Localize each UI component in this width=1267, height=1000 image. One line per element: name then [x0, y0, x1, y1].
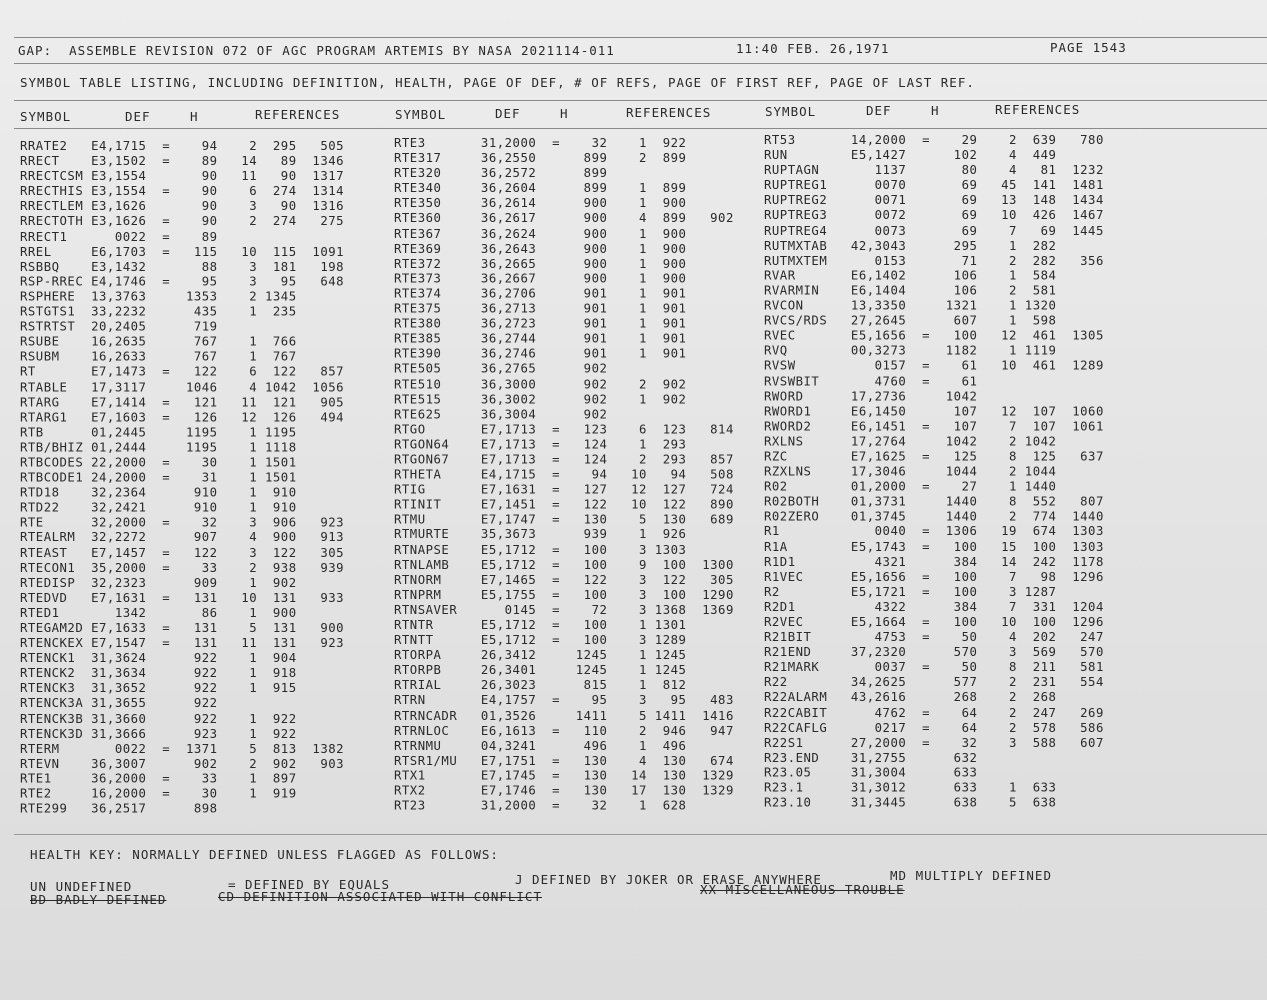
symbol-row: RXLNS 17,2764 1042 2 1042 [764, 434, 1057, 449]
key-undefined: UN UNDEFINED [30, 879, 133, 894]
symbol-row: RTEDISP 32,2323 909 1 902 [20, 575, 297, 590]
symbol-row: RTE374 36,2706 901 1 901 [394, 286, 687, 301]
symbol-row: R2D1 4322 384 7 331 1204 [764, 599, 1104, 614]
symbol-row: RREL E6,1703 = 115 10 115 1091 [20, 244, 345, 259]
symbol-row: RRECTHIS E3,1554 = 90 6 274 1314 [20, 184, 345, 199]
symbol-row: R02 01,2000 = 27 1 1440 [764, 479, 1057, 494]
symbol-row: RTRNLOC E6,1613 = 110 2 946 947 [394, 723, 734, 738]
col-refs-1: REFERENCES [255, 107, 341, 122]
symbol-row: RTGON67 E7,1713 = 124 2 293 857 [394, 452, 734, 467]
col-refs-3: REFERENCES [995, 102, 1081, 117]
symbol-row: RWORD 17,2736 1042 [764, 389, 978, 404]
top-rule [14, 37, 1267, 38]
symbol-row: RTSR1/MU E7,1751 = 130 4 130 674 [394, 753, 734, 768]
symbol-row: RTNSAVER 0145 = 72 3 1368 1369 [394, 602, 734, 617]
symbol-row: RTB 01,2445 1195 1 1195 [20, 425, 297, 440]
symbol-row: R1 0040 = 1306 19 674 1303 [764, 524, 1104, 539]
symbol-row: RRECT E3,1502 = 89 14 89 1346 [20, 154, 345, 169]
symbol-row: RTE2 16,2000 = 30 1 919 [20, 786, 297, 801]
symbol-row: RTE390 36,2746 901 1 901 [394, 346, 687, 361]
symbol-row: R21BIT 4753 = 50 4 202 247 [764, 630, 1104, 645]
symbol-row: R1D1 4321 384 14 242 1178 [764, 554, 1104, 569]
symbol-row: RUPTAGN 1137 80 4 81 1232 [764, 163, 1104, 178]
subtitle-rule [14, 100, 1267, 101]
symbol-row: R2 E5,1721 = 100 3 1287 [764, 584, 1057, 599]
symbol-row: R22ALARM 43,2616 268 2 268 [764, 690, 1057, 705]
symbol-row: RTE340 36,2604 899 1 899 [394, 181, 687, 196]
col-def-1: DEF [125, 109, 151, 124]
symbol-row: R22CABIT 4762 = 64 2 247 269 [764, 705, 1104, 720]
symbol-row: RTENCK2 31,3634 922 1 918 [20, 666, 297, 681]
symbol-row: RRECT1 0022 = 89 [20, 229, 218, 244]
symbol-row: RUPTREG4 0073 69 7 69 1445 [764, 223, 1104, 238]
symbol-row: RT E7,1473 = 122 6 122 857 [20, 364, 345, 379]
symbol-row: RT53 14,2000 = 29 2 639 780 [764, 133, 1104, 147]
col-health-1: H [190, 109, 199, 124]
symbol-row: RTEVN 36,3007 902 2 902 903 [20, 756, 345, 771]
symbol-row: RTE385 36,2744 901 1 901 [394, 331, 687, 346]
symbol-row: RTARG1 E7,1603 = 126 12 126 494 [20, 410, 345, 425]
col-refs-2: REFERENCES [626, 105, 712, 120]
symbol-row: RTE505 36,2765 902 [394, 361, 608, 376]
symbol-row: RTB/BHIZ 01,2444 1195 1 1118 [20, 440, 297, 455]
symbol-row: R22 34,2625 577 2 231 554 [764, 675, 1104, 690]
symbol-row: RTENCKEX E7,1547 = 131 11 131 923 [20, 636, 345, 651]
symbol-row: R22CAFLG 0217 = 64 2 578 586 [764, 720, 1104, 735]
symbol-row: RTE317 36,2550 899 2 899 [394, 151, 687, 166]
symbol-row: RTMU E7,1747 = 130 5 130 689 [394, 512, 734, 527]
symbol-row: RUTMXTEM 0153 71 2 282 356 [764, 253, 1104, 268]
symbol-row: RTE320 36,2572 899 [394, 166, 608, 181]
symbol-row: RTBCODE1 24,2000 = 31 1 1501 [20, 470, 297, 485]
symbol-row: RSTGTS1 33,2232 435 1 235 [20, 304, 297, 319]
symbol-row: RVARMIN E6,1404 106 2 581 [764, 283, 1057, 298]
symbol-row: R23.05 31,3004 633 [764, 765, 978, 780]
symbol-row: RTBCODES 22,2000 = 30 1 1501 [20, 455, 297, 470]
symbol-row: R22S1 27,2000 = 32 3 588 607 [764, 735, 1104, 750]
symbol-row: RTENCK3A 31,3655 922 [20, 696, 218, 711]
col-symbol-3: SYMBOL [765, 104, 817, 119]
symbol-row: RTEGAM2D E7,1633 = 131 5 131 900 [20, 621, 345, 636]
footer-rule [14, 834, 1267, 835]
symbol-row: RTE350 36,2614 900 1 900 [394, 196, 687, 211]
symbol-row: RRECTOTH E3,1626 = 90 2 274 275 [20, 214, 345, 229]
col-symbol-1: SYMBOL [20, 109, 72, 124]
report-title: GAP: ASSEMBLE REVISION 072 OF AGC PROGRAM ARTEMIS BY NASA 2021114-011 [18, 43, 615, 58]
col-def-2: DEF [495, 106, 521, 121]
col-def-3: DEF [866, 103, 892, 118]
symbol-row: R23.1 31,3012 633 1 633 [764, 780, 1057, 795]
symbol-row: RSPHERE 13,3763 1353 2 1345 [20, 289, 297, 304]
symbol-row: RVSWBIT 4760 = 61 [764, 374, 978, 389]
header-rule [14, 63, 1267, 64]
symbol-row: RTNLAMB E5,1712 = 100 9 100 1300 [394, 557, 734, 572]
symbol-row: RVCS/RDS 27,2645 607 1 598 [764, 313, 1057, 328]
symbol-row: RTE3 31,2000 = 32 1 922 [394, 136, 687, 150]
symbol-row: RVSW 0157 = 61 10 461 1289 [764, 358, 1104, 373]
symbol-row: RTED1 1342 86 1 900 [20, 605, 297, 620]
symbol-row: R21MARK 0037 = 50 8 211 581 [764, 660, 1104, 675]
symbol-row: RUPTREG2 0071 69 13 148 1434 [764, 193, 1104, 208]
symbol-row: RRECTCSM E3,1554 90 11 90 1317 [20, 169, 345, 184]
symbol-row: RTE373 36,2667 900 1 900 [394, 271, 687, 286]
symbol-row: RTX1 E7,1745 = 130 14 130 1329 [394, 768, 734, 783]
symbol-row: RTARG E7,1414 = 121 11 121 905 [20, 395, 345, 410]
symbol-row: RTE380 36,2723 901 1 901 [394, 316, 687, 331]
symbol-row: RTD18 32,2364 910 1 910 [20, 485, 297, 500]
symbol-row: RTE369 36,2643 900 1 900 [394, 241, 687, 256]
symbol-row: RTHETA E4,1715 = 94 10 94 508 [394, 467, 734, 482]
symbol-row: RTENCK1 31,3624 922 1 904 [20, 651, 297, 666]
symbol-row: RRECTLEM E3,1626 90 3 90 1316 [20, 199, 345, 214]
symbol-row: RTE510 36,3000 902 2 902 [394, 377, 687, 392]
report-timestamp: 11:40 FEB. 26,1971 [736, 41, 890, 56]
symbol-row: RTECON1 35,2000 = 33 2 938 939 [20, 560, 345, 575]
column-header-rule [14, 128, 1267, 129]
symbol-row: RTRN E4,1757 = 95 3 95 483 [394, 693, 734, 708]
symbol-row: RTNAPSE E5,1712 = 100 3 1303 [394, 542, 687, 557]
symbol-row: RTINIT E7,1451 = 122 10 122 890 [394, 497, 734, 512]
symbol-row: RWORD1 E6,1450 107 12 107 1060 [764, 404, 1104, 419]
symbol-row: RTNTR E5,1712 = 100 1 1301 [394, 618, 687, 633]
key-multiply: MD MULTIPLY DEFINED [890, 868, 1052, 883]
symbol-row: RTNTT E5,1712 = 100 3 1289 [394, 633, 687, 648]
symbol-row: RTRNCADR 01,3526 1411 5 1411 1416 [394, 708, 734, 723]
symbol-row: RTABLE 17,3117 1046 4 1042 1056 [20, 380, 345, 395]
symbol-row: R02ZERO 01,3745 1440 2 774 1440 [764, 509, 1104, 524]
key-conflict: CD DEFINITION ASSOCIATED WITH CONFLICT [218, 889, 542, 904]
key-joker: J DEFINED BY JOKER OR ERASE ANYWHERE [515, 872, 822, 887]
symbol-row: RTE375 36,2713 901 1 901 [394, 301, 687, 316]
symbol-row: RUTMXTAB 42,3043 295 1 282 [764, 238, 1057, 253]
symbol-row: R23.10 31,3445 638 5 638 [764, 795, 1057, 810]
key-equals: = DEFINED BY EQUALS [228, 877, 390, 892]
key-misc: XX MISCELLANEOUS TROUBLE [700, 882, 905, 897]
symbol-row: RTE372 36,2665 900 1 900 [394, 256, 687, 271]
symbol-row: RTE367 36,2624 900 1 900 [394, 226, 687, 241]
symbol-row: RVAR E6,1402 106 1 584 [764, 268, 1057, 283]
col-health-2: H [560, 106, 569, 121]
symbol-row: R23.END 31,2755 632 [764, 750, 978, 765]
symbol-row: RTD22 32,2421 910 1 910 [20, 500, 297, 515]
symbol-row: RVQ 00,3273 1182 1 1119 [764, 343, 1057, 358]
page-number: PAGE 1543 [1050, 40, 1127, 55]
symbol-row: RVCON 13,3350 1321 1 1320 [764, 298, 1057, 313]
symbol-row: RUPTREG1 0070 69 45 141 1481 [764, 178, 1104, 193]
symbol-row: R1A E5,1743 = 100 15 100 1303 [764, 539, 1104, 554]
key-badly: BD BADLY DEFINED [30, 892, 167, 907]
symbol-row: RTNORM E7,1465 = 122 3 122 305 [394, 572, 734, 587]
symbol-row: RTENCK3B 31,3660 922 1 922 [20, 711, 297, 726]
symbol-row: RTENCK3 31,3652 922 1 915 [20, 681, 297, 696]
symbol-row: RTEAST E7,1457 = 122 3 122 305 [20, 545, 345, 560]
symbol-row: RVEC E5,1656 = 100 12 461 1305 [764, 328, 1104, 343]
symbol-row: RTERM 0022 = 1371 5 813 1382 [20, 741, 345, 756]
symbol-row: RTRIAL 26,3023 815 1 812 [394, 678, 687, 693]
symbol-row: RTE 32,2000 = 32 3 906 923 [20, 515, 345, 530]
col-symbol-2: SYMBOL [395, 107, 447, 122]
col-health-3: H [931, 103, 940, 118]
symbol-row: RTGON64 E7,1713 = 124 1 293 [394, 437, 687, 452]
symbol-row: R02BOTH 01,3731 1440 8 552 807 [764, 494, 1104, 509]
symbol-row: RZXLNS 17,3046 1044 2 1044 [764, 464, 1057, 479]
symbol-row: RTEALRM 32,2272 907 4 900 913 [20, 530, 345, 545]
symbol-block-middle [394, 136, 734, 815]
symbol-row: RTE299 36,2517 898 [20, 801, 218, 816]
symbol-row: RSP-RREC E4,1746 = 95 3 95 648 [20, 274, 345, 289]
symbol-row: RTMURTE 35,3673 939 1 926 [394, 527, 687, 542]
symbol-row: RTX2 E7,1746 = 130 17 130 1329 [394, 783, 734, 798]
symbol-block-right [764, 133, 1104, 812]
symbol-row: RSUBM 16,2633 767 1 767 [20, 349, 297, 364]
symbol-row: RSTRTST 20,2405 719 [20, 319, 218, 334]
symbol-row: RTE625 36,3004 902 [394, 407, 608, 422]
symbol-row: RT23 31,2000 = 32 1 628 [394, 798, 687, 813]
symbol-block-left [20, 139, 344, 818]
symbol-row: RSBBQ E3,1432 88 3 181 198 [20, 259, 345, 274]
symbol-row: R1VEC E5,1656 = 100 7 98 1296 [764, 569, 1104, 584]
symbol-row: RTE360 36,2617 900 4 899 902 [394, 211, 734, 226]
symbol-row: R21END 37,2320 570 3 569 570 [764, 645, 1104, 660]
symbol-row: RZC E7,1625 = 125 8 125 637 [764, 449, 1104, 464]
symbol-row: RTORPA 26,3412 1245 1 1245 [394, 648, 687, 663]
symbol-row: RUPTREG3 0072 69 10 426 1467 [764, 208, 1104, 223]
symbol-row: R2VEC E5,1664 = 100 10 100 1296 [764, 615, 1104, 630]
symbol-row: RTIG E7,1631 = 127 12 127 724 [394, 482, 734, 497]
health-key-title: HEALTH KEY: NORMALLY DEFINED UNLESS FLAGGED AS FOLLOWS: [30, 847, 499, 862]
symbol-row: RRATE2 E4,1715 = 94 2 295 505 [20, 139, 345, 153]
symbol-row: RTENCK3D 31,3666 923 1 922 [20, 726, 297, 741]
symbol-row: RTE515 36,3002 902 1 902 [394, 392, 687, 407]
symbol-row: RTNPRM E5,1755 = 100 3 100 1290 [394, 587, 734, 602]
symbol-row: RWORD2 E6,1451 = 107 7 107 1061 [764, 419, 1104, 434]
symbol-row: RTRNMU 04,3241 496 1 496 [394, 738, 687, 753]
symbol-row: RTGO E7,1713 = 123 6 123 814 [394, 422, 734, 437]
symbol-row: RUN E5,1427 102 4 449 [764, 148, 1057, 163]
symbol-row: RSUBE 16,2635 767 1 766 [20, 334, 297, 349]
listing-subtitle: SYMBOL TABLE LISTING, INCLUDING DEFINITION, HEALTH, PAGE OF DEF, # OF REFS, PAGE OF FIRST REF, PAGE OF LAST REF. [20, 75, 975, 90]
symbol-row: RTEDVD E7,1631 = 131 10 131 933 [20, 590, 345, 605]
symbol-row: RTORPB 26,3401 1245 1 1245 [394, 663, 687, 678]
symbol-row: RTE1 36,2000 = 33 1 897 [20, 771, 297, 786]
